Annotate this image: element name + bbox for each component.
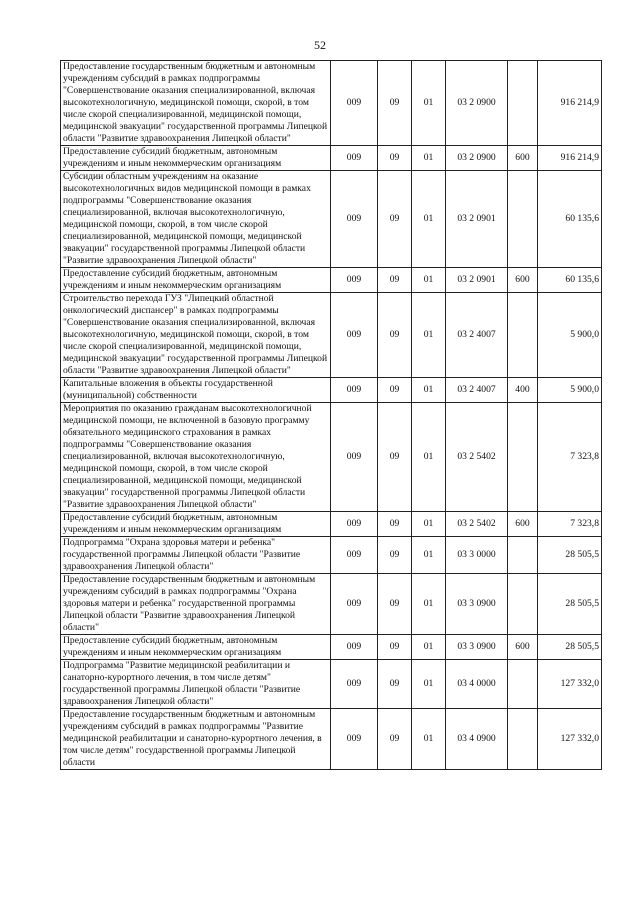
row-subsection-code: 01: [412, 537, 446, 574]
row-subsection-code: 01: [412, 293, 446, 378]
table-row: [61, 635, 602, 660]
row-subsection-code: 01: [412, 403, 446, 512]
row-subsection-code: 01: [412, 635, 446, 660]
row-expense-type-code: 400: [508, 378, 538, 403]
row-ved-code: 009: [331, 709, 378, 770]
table-row: [61, 709, 602, 770]
row-target-article-code: 03 4 0000: [446, 660, 508, 709]
row-section-code: 09: [378, 574, 412, 635]
row-amount: 5 900,0: [538, 378, 602, 403]
row-target-article-code: 03 2 0900: [446, 61, 508, 146]
row-target-article-code: 03 4 0900: [446, 709, 508, 770]
row-target-article-code: 03 3 0900: [446, 574, 508, 635]
table-row: [61, 378, 602, 403]
row-ved-code: 009: [331, 61, 378, 146]
row-target-article-code: 03 2 4007: [446, 293, 508, 378]
row-expense-type-code: 600: [508, 268, 538, 293]
row-expense-type-code: [508, 709, 538, 770]
budget-table-body: [61, 61, 602, 770]
row-ved-code: 009: [331, 635, 378, 660]
row-amount: 127 332,0: [538, 709, 602, 770]
row-section-code: 09: [378, 61, 412, 146]
row-description: Предоставление государственным бюджетным и автономным учреждениям субсидий в рамках подпрограммы "Развитие медицинской реабилитации и санаторно-курортного лечения, в том числе детям" государственной программы Липецкой области: [61, 709, 331, 770]
row-description: Подпрограмма "Охрана здоровья матери и ребенка" государственной программы Липецкой области "Развитие здравоохранения Липецкой области": [61, 537, 331, 574]
row-section-code: 09: [378, 709, 412, 770]
row-description: Подпрограмма "Развитие медицинской реабилитации и санаторно-курортного лечения, в том числе детям" государственной программы Липецкой области "Развитие здравоохранения Липецкой области": [61, 660, 331, 709]
row-section-code: 09: [378, 171, 412, 268]
row-ved-code: 009: [331, 403, 378, 512]
row-description: Предоставление государственным бюджетным и автономным учреждениям субсидий в рамках подпрограммы "Охрана здоровья матери и ребенка" государственной программы Липецкой области "Развитие здравоохранения Липецкой области": [61, 574, 331, 635]
row-ved-code: 009: [331, 378, 378, 403]
row-description: Предоставление государственным бюджетным и автономным учреждениям субсидий в рамках подпрограммы "Совершенствование оказания специализированной, включая высокотехнологичную, медицинской помощи, скорой, в том числе скорой специализированной, медицинской помощи, медицинской эвакуации" государственной программы Липецкой области "Развитие здравоохранения Липецкой области": [61, 61, 331, 146]
table-row: [61, 660, 602, 709]
row-amount: 916 214,9: [538, 146, 602, 171]
row-subsection-code: 01: [412, 268, 446, 293]
row-expense-type-code: [508, 171, 538, 268]
table-row: [61, 171, 602, 268]
row-target-article-code: 03 3 0900: [446, 635, 508, 660]
row-ved-code: 009: [331, 268, 378, 293]
budget-table: [60, 60, 602, 770]
row-ved-code: 009: [331, 146, 378, 171]
table-row: [61, 61, 602, 146]
row-subsection-code: 01: [412, 61, 446, 146]
row-description: Предоставление субсидий бюджетным, автономным учреждениям и иным некоммерческим организациям: [61, 146, 331, 171]
row-amount: 7 323,8: [538, 512, 602, 537]
row-description: Строительство перехода ГУЗ "Липецкий областной онкологический диспансер" в рамках подпрограммы "Совершенствование оказания специализированной, включая высокотехнологичную, медицинской помощи, скорой, в том числе скорой специализированной, медицинской помощи, медицинской эвакуации" государственной программы Липецкой области "Развитие здравоохранения Липецкой области": [61, 293, 331, 378]
row-amount: 916 214,9: [538, 61, 602, 146]
row-section-code: 09: [378, 293, 412, 378]
row-ved-code: 009: [331, 512, 378, 537]
row-ved-code: 009: [331, 660, 378, 709]
row-expense-type-code: [508, 293, 538, 378]
table-row: [61, 512, 602, 537]
row-amount: 5 900,0: [538, 293, 602, 378]
row-amount: 28 505,5: [538, 635, 602, 660]
row-section-code: 09: [378, 146, 412, 171]
row-amount: 28 505,5: [538, 574, 602, 635]
row-ved-code: 009: [331, 537, 378, 574]
row-amount: 127 332,0: [538, 660, 602, 709]
row-section-code: 09: [378, 635, 412, 660]
row-ved-code: 009: [331, 171, 378, 268]
row-section-code: 09: [378, 378, 412, 403]
row-description: Субсидии областным учреждениям на оказание высокотехнологичных видов медицинской помощи в рамках подпрограммы "Совершенствование оказания специализированной, включая высокотехнологичную, медицинской помощи, скорой, в том числе скорой специализированной, медицинской помощи, медицинской эвакуации" государственной программы Липецкой области "Развитие здравоохранения Липецкой области": [61, 171, 331, 268]
row-expense-type-code: [508, 403, 538, 512]
page-number: 52: [314, 38, 326, 52]
row-section-code: 09: [378, 660, 412, 709]
row-expense-type-code: 600: [508, 635, 538, 660]
row-target-article-code: 03 2 4007: [446, 378, 508, 403]
row-section-code: 09: [378, 403, 412, 512]
row-target-article-code: 03 2 5402: [446, 512, 508, 537]
table-row: [61, 574, 602, 635]
row-subsection-code: 01: [412, 171, 446, 268]
row-subsection-code: 01: [412, 512, 446, 537]
row-amount: 60 135,6: [538, 171, 602, 268]
row-target-article-code: 03 3 0000: [446, 537, 508, 574]
row-section-code: 09: [378, 512, 412, 537]
row-expense-type-code: 600: [508, 146, 538, 171]
row-ved-code: 009: [331, 574, 378, 635]
table-row: [61, 293, 602, 378]
row-expense-type-code: [508, 660, 538, 709]
table-row: [61, 146, 602, 171]
row-description: Предоставление субсидий бюджетным, автономным учреждениям и иным некоммерческим организациям: [61, 268, 331, 293]
row-target-article-code: 03 2 0901: [446, 171, 508, 268]
table-row: [61, 403, 602, 512]
row-target-article-code: 03 2 5402: [446, 403, 508, 512]
row-subsection-code: 01: [412, 660, 446, 709]
row-description: Предоставление субсидий бюджетным, автономным учреждениям и иным некоммерческим организациям: [61, 635, 331, 660]
row-expense-type-code: [508, 61, 538, 146]
row-expense-type-code: [508, 537, 538, 574]
row-amount: 28 505,5: [538, 537, 602, 574]
row-target-article-code: 03 2 0900: [446, 146, 508, 171]
row-description: Мероприятия по оказанию гражданам высокотехнологичной медицинской помощи, не включенной в базовую программу обязательного медицинского страхования в рамках подпрограммы "Совершенствование оказания специализированной, включая высокотехнологичную, медицинской помощи, скорой, в том числе скорой специализированной, медицинской помощи, медицинской эвакуации" государственной программы Липецкой области "Развитие здравоохранения Липецкой области": [61, 403, 331, 512]
row-amount: 60 135,6: [538, 268, 602, 293]
table-row: [61, 268, 602, 293]
row-ved-code: 009: [331, 293, 378, 378]
row-subsection-code: 01: [412, 146, 446, 171]
row-subsection-code: 01: [412, 709, 446, 770]
row-description: Предоставление субсидий бюджетным, автономным учреждениям и иным некоммерческим организациям: [61, 512, 331, 537]
row-expense-type-code: [508, 574, 538, 635]
row-subsection-code: 01: [412, 378, 446, 403]
row-section-code: 09: [378, 537, 412, 574]
row-description: Капитальные вложения в объекты государственной (муниципальной) собственности: [61, 378, 331, 403]
row-amount: 7 323,8: [538, 403, 602, 512]
row-section-code: 09: [378, 268, 412, 293]
row-target-article-code: 03 2 0901: [446, 268, 508, 293]
row-subsection-code: 01: [412, 574, 446, 635]
table-row: [61, 537, 602, 574]
row-expense-type-code: 600: [508, 512, 538, 537]
